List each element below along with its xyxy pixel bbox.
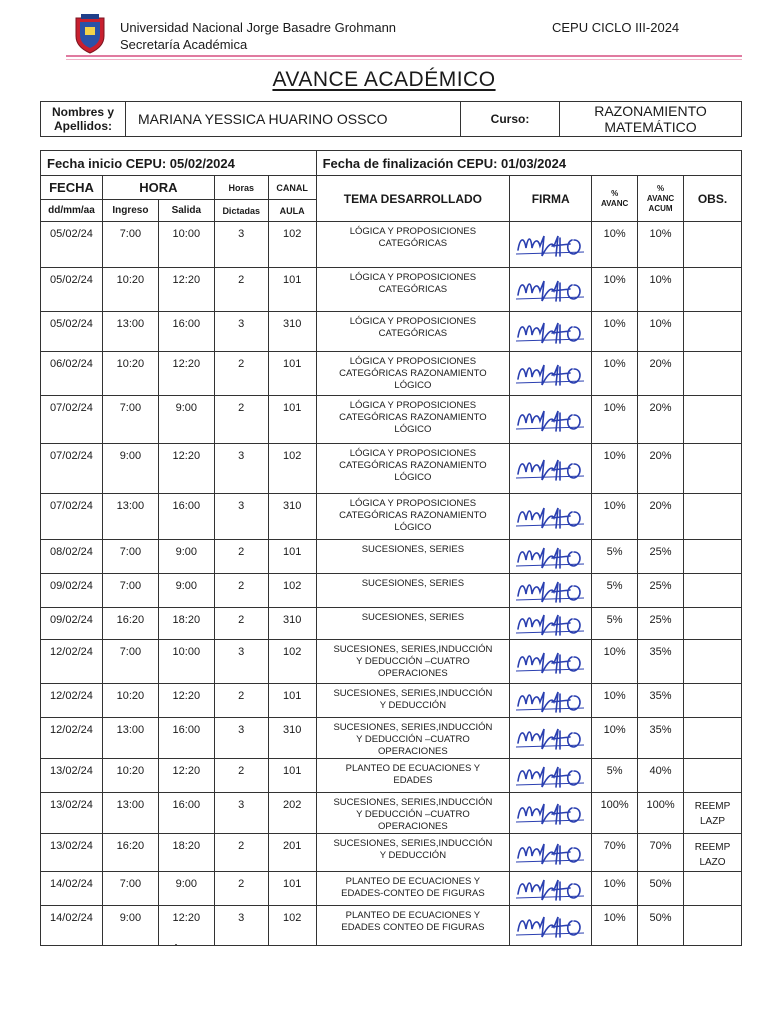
cell-obs: [684, 718, 742, 759]
cell-ingreso: 10:20: [102, 759, 158, 793]
signature-icon: [514, 798, 588, 828]
signature-cell: [510, 312, 592, 352]
cell-fecha: 12/02/24: [41, 718, 103, 759]
signature-cell: [510, 222, 592, 268]
header-divider: [66, 55, 742, 57]
cell-aula: 101: [268, 759, 316, 793]
table-row: [41, 540, 742, 574]
cell-avanc: 10%: [592, 718, 638, 759]
col-canal-1: CANAL: [268, 176, 316, 200]
cell-fecha: 09/02/24: [41, 574, 103, 608]
signature-icon: [514, 230, 588, 260]
header-row-1: [41, 176, 742, 200]
cell-acum: 10%: [638, 222, 684, 268]
cell-horas: 2: [214, 574, 268, 608]
col-salida: Salida: [158, 200, 214, 222]
cell-ingreso: 16:20: [102, 608, 158, 640]
cell-obs: [684, 312, 742, 352]
signature-icon: [514, 405, 588, 435]
cell-ingreso: 10:20: [102, 352, 158, 396]
cell-aula: 101: [268, 872, 316, 906]
start-date: Fecha inicio CEPU: 05/02/2024: [41, 151, 317, 176]
cell-aula: 102: [268, 444, 316, 494]
cell-acum: 35%: [638, 640, 684, 684]
cell-salida: 10:00: [158, 640, 214, 684]
cell-horas: 3: [214, 494, 268, 540]
table-row: [41, 312, 742, 352]
table-row: [41, 494, 742, 540]
page-title: AVANCE ACADÉMICO: [272, 68, 496, 91]
cell-horas: 2: [214, 759, 268, 793]
col-acum: % AVANC ACUM: [638, 176, 684, 222]
cell-avanc: 10%: [592, 872, 638, 906]
cell-tema: SUCESIONES, SERIES: [316, 574, 510, 608]
cell-obs: [684, 574, 742, 608]
cell-obs: [684, 444, 742, 494]
cell-horas: 2: [214, 540, 268, 574]
cell-fecha: 14/02/24: [41, 906, 103, 946]
col-obs: OBS.: [684, 176, 742, 222]
signature-cell: [510, 444, 592, 494]
cell-fecha: 09/02/24: [41, 608, 103, 640]
cell-aula: 101: [268, 540, 316, 574]
cell-obs: [684, 906, 742, 946]
cell-salida: 18:20: [158, 608, 214, 640]
signature-icon: [514, 576, 588, 606]
cell-ingreso: 7:00: [102, 640, 158, 684]
cell-aula: 102: [268, 222, 316, 268]
cell-fecha: 07/02/24: [41, 494, 103, 540]
cell-fecha: 05/02/24: [41, 222, 103, 268]
col-canal-2: AULA: [268, 200, 316, 222]
cell-ingreso: 7:00: [102, 540, 158, 574]
cell-salida: 9:00: [158, 540, 214, 574]
university-shield-icon: [72, 14, 108, 54]
cell-avanc: 10%: [592, 352, 638, 396]
table-row: [41, 444, 742, 494]
cell-ingreso: 7:00: [102, 222, 158, 268]
cell-aula: 102: [268, 574, 316, 608]
cell-salida: 9:00: [158, 574, 214, 608]
cell-avanc: 10%: [592, 396, 638, 444]
cell-tema: SUCESIONES, SERIES: [316, 608, 510, 640]
end-date: Fecha de finalización CEPU: 01/03/2024: [316, 151, 741, 176]
signature-cell: [510, 352, 592, 396]
cell-obs: [684, 684, 742, 718]
signature-icon: [514, 502, 588, 532]
cell-obs: [684, 494, 742, 540]
cell-fecha: 13/02/24: [41, 793, 103, 834]
student-info-table: [40, 101, 742, 137]
cell-tema: LÓGICA Y PROPOSICIONES CATEGÓRICAS RAZONAMIENTO LÓGICO: [316, 444, 510, 494]
cell-salida: 18:20: [158, 834, 214, 872]
cell-acum: 100%: [638, 793, 684, 834]
student-name: MARIANA YESSICA HUARINO OSSCO: [126, 102, 461, 137]
cell-obs: REEMP LAZO: [684, 834, 742, 872]
cell-acum: 20%: [638, 396, 684, 444]
cell-avanc: 10%: [592, 684, 638, 718]
cell-obs: [684, 640, 742, 684]
cell-fecha: 13/02/24: [41, 759, 103, 793]
cell-fecha: 06/02/24: [41, 352, 103, 396]
table-row: [41, 793, 742, 834]
cell-obs: [684, 352, 742, 396]
col-tema: TEMA DESARROLLADO: [316, 176, 510, 222]
cell-tema: SUCESIONES, SERIES,INDUCCIÓN Y DEDUCCIÓN: [316, 684, 510, 718]
cell-horas: 2: [214, 268, 268, 312]
cell-horas: 3: [214, 640, 268, 684]
table-row: [41, 759, 742, 793]
cell-aula: 310: [268, 718, 316, 759]
header-divider-thin: [66, 59, 742, 60]
cell-aula: 202: [268, 793, 316, 834]
signature-cell: [510, 759, 592, 793]
cell-avanc: 10%: [592, 494, 638, 540]
table-row: [41, 268, 742, 312]
cell-salida: 12:20: [158, 352, 214, 396]
cell-obs: [684, 540, 742, 574]
col-fecha-format: dd/mm/aa: [41, 200, 103, 222]
cell-ingreso: 10:20: [102, 684, 158, 718]
signature-cell: [510, 834, 592, 872]
cell-obs: [684, 396, 742, 444]
signature-icon: [514, 317, 588, 347]
table-row: [41, 352, 742, 396]
cell-avanc: 5%: [592, 759, 638, 793]
signature-icon: [514, 723, 588, 753]
signature-icon: [514, 911, 588, 941]
table-row: [41, 222, 742, 268]
cell-obs: REEMP LAZP: [684, 793, 742, 834]
cell-avanc: 5%: [592, 540, 638, 574]
cell-aula: 101: [268, 268, 316, 312]
col-fecha: FECHA: [41, 176, 103, 200]
cell-tema: LÓGICA Y PROPOSICIONES CATEGÓRICAS: [316, 222, 510, 268]
signature-icon: [514, 275, 588, 305]
cell-tema: SUCESIONES, SERIES,INDUCCIÓN Y DEDUCCIÓN –CUATRO OPERACIONES: [316, 793, 510, 834]
cell-horas: 2: [214, 872, 268, 906]
cell-horas: 2: [214, 834, 268, 872]
cell-tema: PLANTEO DE ECUACIONES Y EDADES: [316, 759, 510, 793]
signature-cell: [510, 906, 592, 946]
cell-acum: 25%: [638, 608, 684, 640]
table-row: [41, 640, 742, 684]
cell-ingreso: 9:00: [102, 444, 158, 494]
stray-mark: [175, 944, 177, 946]
rows-body: [41, 222, 742, 946]
cell-avanc: 10%: [592, 444, 638, 494]
department-name: Secretaría Académica: [120, 37, 248, 52]
cell-avanc: 10%: [592, 640, 638, 684]
cell-aula: 101: [268, 352, 316, 396]
signature-cell: [510, 640, 592, 684]
cell-salida: 16:00: [158, 312, 214, 352]
signature-cell: [510, 494, 592, 540]
cell-tema: SUCESIONES, SERIES,INDUCCIÓN Y DEDUCCIÓN –CUATRO OPERACIONES: [316, 718, 510, 759]
cell-avanc: 5%: [592, 608, 638, 640]
signature-cell: [510, 793, 592, 834]
cell-avanc: 100%: [592, 793, 638, 834]
signature-cell: [510, 608, 592, 640]
cell-ingreso: 10:20: [102, 268, 158, 312]
cell-acum: 20%: [638, 444, 684, 494]
cell-avanc: 70%: [592, 834, 638, 872]
cell-acum: 20%: [638, 352, 684, 396]
col-horas-1: Horas: [214, 176, 268, 200]
cell-acum: 50%: [638, 872, 684, 906]
cell-salida: 9:00: [158, 396, 214, 444]
table-row: [41, 718, 742, 759]
cell-tema: SUCESIONES, SERIES: [316, 540, 510, 574]
cell-acum: 10%: [638, 268, 684, 312]
cell-salida: 12:20: [158, 684, 214, 718]
cell-horas: 2: [214, 684, 268, 718]
cycle-label: CEPU CICLO III-2024: [552, 20, 680, 35]
cell-acum: 40%: [638, 759, 684, 793]
course-label: Curso:: [461, 102, 560, 137]
cell-fecha: 12/02/24: [41, 640, 103, 684]
cell-obs: [684, 759, 742, 793]
cell-acum: 25%: [638, 540, 684, 574]
cell-aula: 310: [268, 312, 316, 352]
cell-fecha: 12/02/24: [41, 684, 103, 718]
signature-icon: [514, 761, 588, 791]
cell-salida: 16:00: [158, 793, 214, 834]
col-horas-2: Dictadas: [214, 200, 268, 222]
institution-name: Universidad Nacional Jorge Basadre Grohmann: [120, 20, 397, 35]
cell-aula: 201: [268, 834, 316, 872]
signature-icon: [514, 542, 588, 572]
cell-salida: 16:00: [158, 718, 214, 759]
cell-salida: 10:00: [158, 222, 214, 268]
cell-tema: LÓGICA Y PROPOSICIONES CATEGÓRICAS RAZONAMIENTO LÓGICO: [316, 494, 510, 540]
cell-fecha: 13/02/24: [41, 834, 103, 872]
cell-aula: 310: [268, 494, 316, 540]
cell-obs: [684, 608, 742, 640]
cell-horas: 2: [214, 352, 268, 396]
course-name: RAZONAMIENTO MATEMÁTICO: [560, 102, 742, 137]
table-row: [41, 872, 742, 906]
cell-aula: 102: [268, 640, 316, 684]
cell-horas: 3: [214, 906, 268, 946]
cell-acum: 10%: [638, 312, 684, 352]
table-row: [41, 834, 742, 872]
cell-horas: 2: [214, 396, 268, 444]
cell-ingreso: 7:00: [102, 396, 158, 444]
cell-horas: 2: [214, 608, 268, 640]
cell-acum: 35%: [638, 718, 684, 759]
col-ingreso: Ingreso: [102, 200, 158, 222]
signature-icon: [514, 838, 588, 868]
signature-icon: [514, 686, 588, 716]
document-header: [66, 12, 686, 56]
name-label: Nombres y Apellidos:: [41, 102, 126, 137]
cell-tema: LÓGICA Y PROPOSICIONES CATEGÓRICAS RAZONAMIENTO LÓGICO: [316, 352, 510, 396]
signature-cell: [510, 718, 592, 759]
cell-acum: 70%: [638, 834, 684, 872]
cell-fecha: 05/02/24: [41, 312, 103, 352]
table-row: [41, 574, 742, 608]
cell-acum: 25%: [638, 574, 684, 608]
cell-salida: 12:20: [158, 906, 214, 946]
col-avanc: % AVANC: [592, 176, 638, 222]
cell-tema: PLANTEO DE ECUACIONES Y EDADES-CONTEO DE FIGURAS: [316, 872, 510, 906]
cell-ingreso: 13:00: [102, 312, 158, 352]
cell-avanc: 10%: [592, 312, 638, 352]
cell-tema: SUCESIONES, SERIES,INDUCCIÓN Y DEDUCCIÓN: [316, 834, 510, 872]
signature-cell: [510, 268, 592, 312]
cell-aula: 101: [268, 684, 316, 718]
cell-fecha: 07/02/24: [41, 444, 103, 494]
cell-salida: 9:00: [158, 872, 214, 906]
cell-obs: [684, 872, 742, 906]
cell-salida: 16:00: [158, 494, 214, 540]
cell-obs: [684, 268, 742, 312]
cell-tema: LÓGICA Y PROPOSICIONES CATEGÓRICAS: [316, 312, 510, 352]
signature-cell: [510, 574, 592, 608]
cell-tema: LÓGICA Y PROPOSICIONES CATEGÓRICAS: [316, 268, 510, 312]
cell-avanc: 5%: [592, 574, 638, 608]
cell-ingreso: 13:00: [102, 793, 158, 834]
signature-cell: [510, 396, 592, 444]
cell-salida: 12:20: [158, 268, 214, 312]
cell-tema: PLANTEO DE ECUACIONES Y EDADES CONTEO DE FIGURAS: [316, 906, 510, 946]
cell-fecha: 14/02/24: [41, 872, 103, 906]
signature-icon: [514, 454, 588, 484]
table-row: [41, 906, 742, 946]
cell-salida: 12:20: [158, 444, 214, 494]
dates-row: [41, 151, 742, 176]
cell-avanc: 10%: [592, 222, 638, 268]
signature-cell: [510, 540, 592, 574]
cell-fecha: 07/02/24: [41, 396, 103, 444]
cell-avanc: 10%: [592, 268, 638, 312]
progress-table: [40, 150, 742, 946]
cell-fecha: 05/02/24: [41, 268, 103, 312]
table-row: [41, 396, 742, 444]
signature-icon: [514, 647, 588, 677]
col-hora: HORA: [102, 176, 214, 200]
table-row: [41, 684, 742, 718]
col-firma: FIRMA: [510, 176, 592, 222]
signature-icon: [514, 359, 588, 389]
cell-fecha: 08/02/24: [41, 540, 103, 574]
cell-ingreso: 16:20: [102, 834, 158, 872]
cell-aula: 102: [268, 906, 316, 946]
cell-aula: 101: [268, 396, 316, 444]
cell-tema: LÓGICA Y PROPOSICIONES CATEGÓRICAS RAZONAMIENTO LÓGICO: [316, 396, 510, 444]
cell-aula: 310: [268, 608, 316, 640]
cell-acum: 50%: [638, 906, 684, 946]
cell-acum: 35%: [638, 684, 684, 718]
cell-ingreso: 7:00: [102, 872, 158, 906]
cell-horas: 3: [214, 222, 268, 268]
signature-icon: [514, 874, 588, 904]
table-row: [41, 608, 742, 640]
cell-ingreso: 13:00: [102, 494, 158, 540]
cell-ingreso: 9:00: [102, 906, 158, 946]
signature-cell: [510, 684, 592, 718]
cell-ingreso: 13:00: [102, 718, 158, 759]
signature-icon: [514, 609, 588, 639]
cell-obs: [684, 222, 742, 268]
signature-cell: [510, 872, 592, 906]
cell-acum: 20%: [638, 494, 684, 540]
cell-horas: 3: [214, 444, 268, 494]
cell-horas: 3: [214, 312, 268, 352]
cell-avanc: 10%: [592, 906, 638, 946]
cell-ingreso: 7:00: [102, 574, 158, 608]
cell-tema: SUCESIONES, SERIES,INDUCCIÓN Y DEDUCCIÓN –CUATRO OPERACIONES: [316, 640, 510, 684]
cell-horas: 3: [214, 793, 268, 834]
cell-horas: 3: [214, 718, 268, 759]
cell-salida: 12:20: [158, 759, 214, 793]
